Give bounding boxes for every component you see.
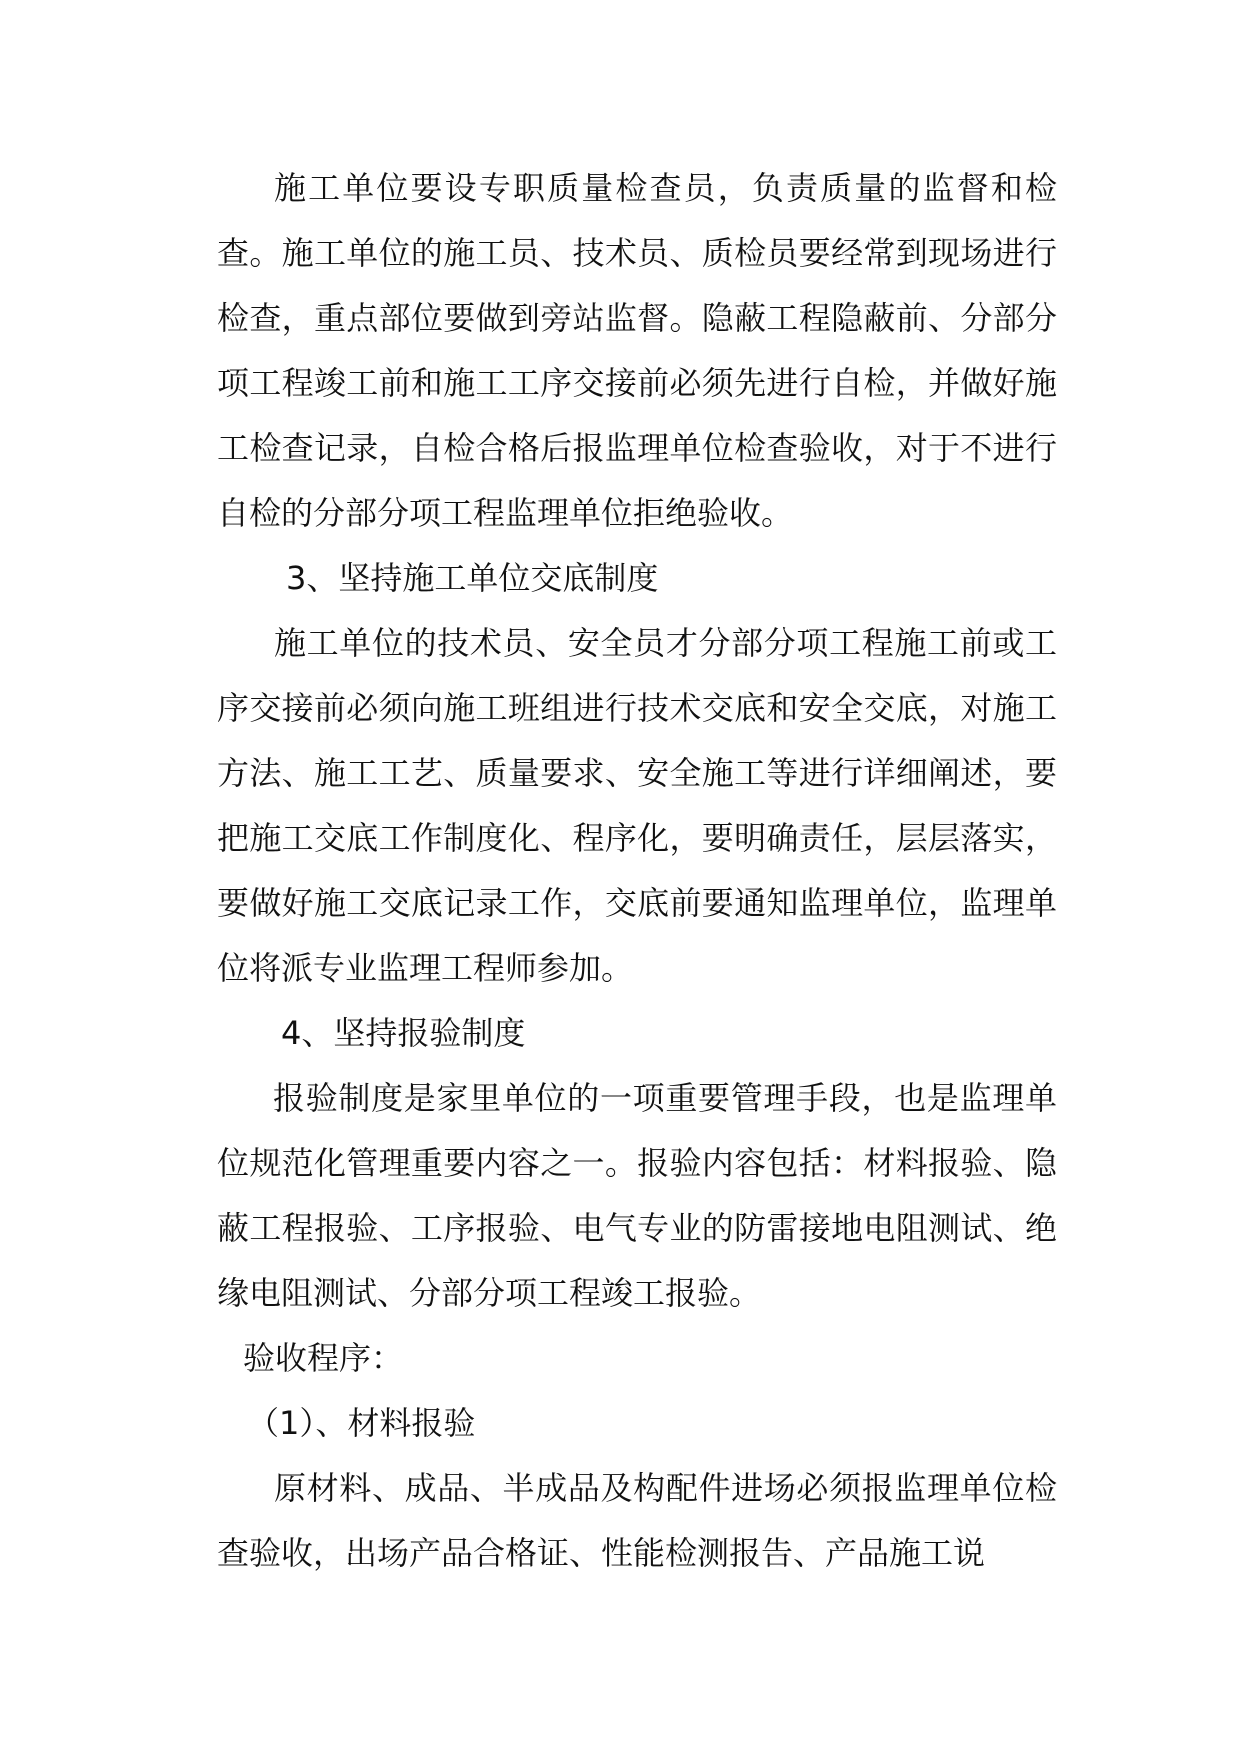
document-body xyxy=(217,156,1057,1586)
heading-handover-system: 3、坚持施工单位交底制度 xyxy=(286,559,659,597)
heading-inspection-report-system: 4、坚持报验制度 xyxy=(281,1014,526,1052)
heading-material-inspection: （1）、材料报验 xyxy=(247,1404,476,1442)
paragraph-inspection-report-system: 报验制度是家里单位的一项重要管理手段，也是监理单位规范化管理重要内容之一。报验内容包括：材料报验、隐蔽工程报验、工序报验、电气专业的防雷接地电阻测试、绝缘电阻测试、分部分项工程竣工报验。 xyxy=(217,1079,1057,1312)
paragraph-material-inspection: 原材料、成品、半成品及构配件进场必须报监理单位检查验收，出场产品合格证、性能检测报告、产品施工说 xyxy=(217,1469,1057,1572)
heading-acceptance-procedure: 验收程序： xyxy=(243,1339,404,1377)
paragraph-handover-system: 施工单位的技术员、安全员才分部分项工程施工前或工序交接前必须向施工班组进行技术交底和安全交底，对施工方法、施工工艺、质量要求、安全施工等进行详细阐述，要把施工交底工作制度化、程序化，要明确责任，层层落实，要做好施工交底记录工作，交底前要通知监理单位，监理单位将派专业监理工程师参加。 xyxy=(217,624,1057,987)
paragraph-quality-inspection: 施工单位要设专职质量检查员，负责质量的监督和检查。施工单位的施工员、技术员、质检员要经常到现场进行检查，重点部位要做到旁站监督。隐蔽工程隐蔽前、分部分项工程竣工前和施工工序交接前必须先进行自检，并做好施工检查记录，自检合格后报监理单位检查验收，对于不进行自检的分部分项工程监理单位拒绝验收。 xyxy=(217,169,1057,532)
